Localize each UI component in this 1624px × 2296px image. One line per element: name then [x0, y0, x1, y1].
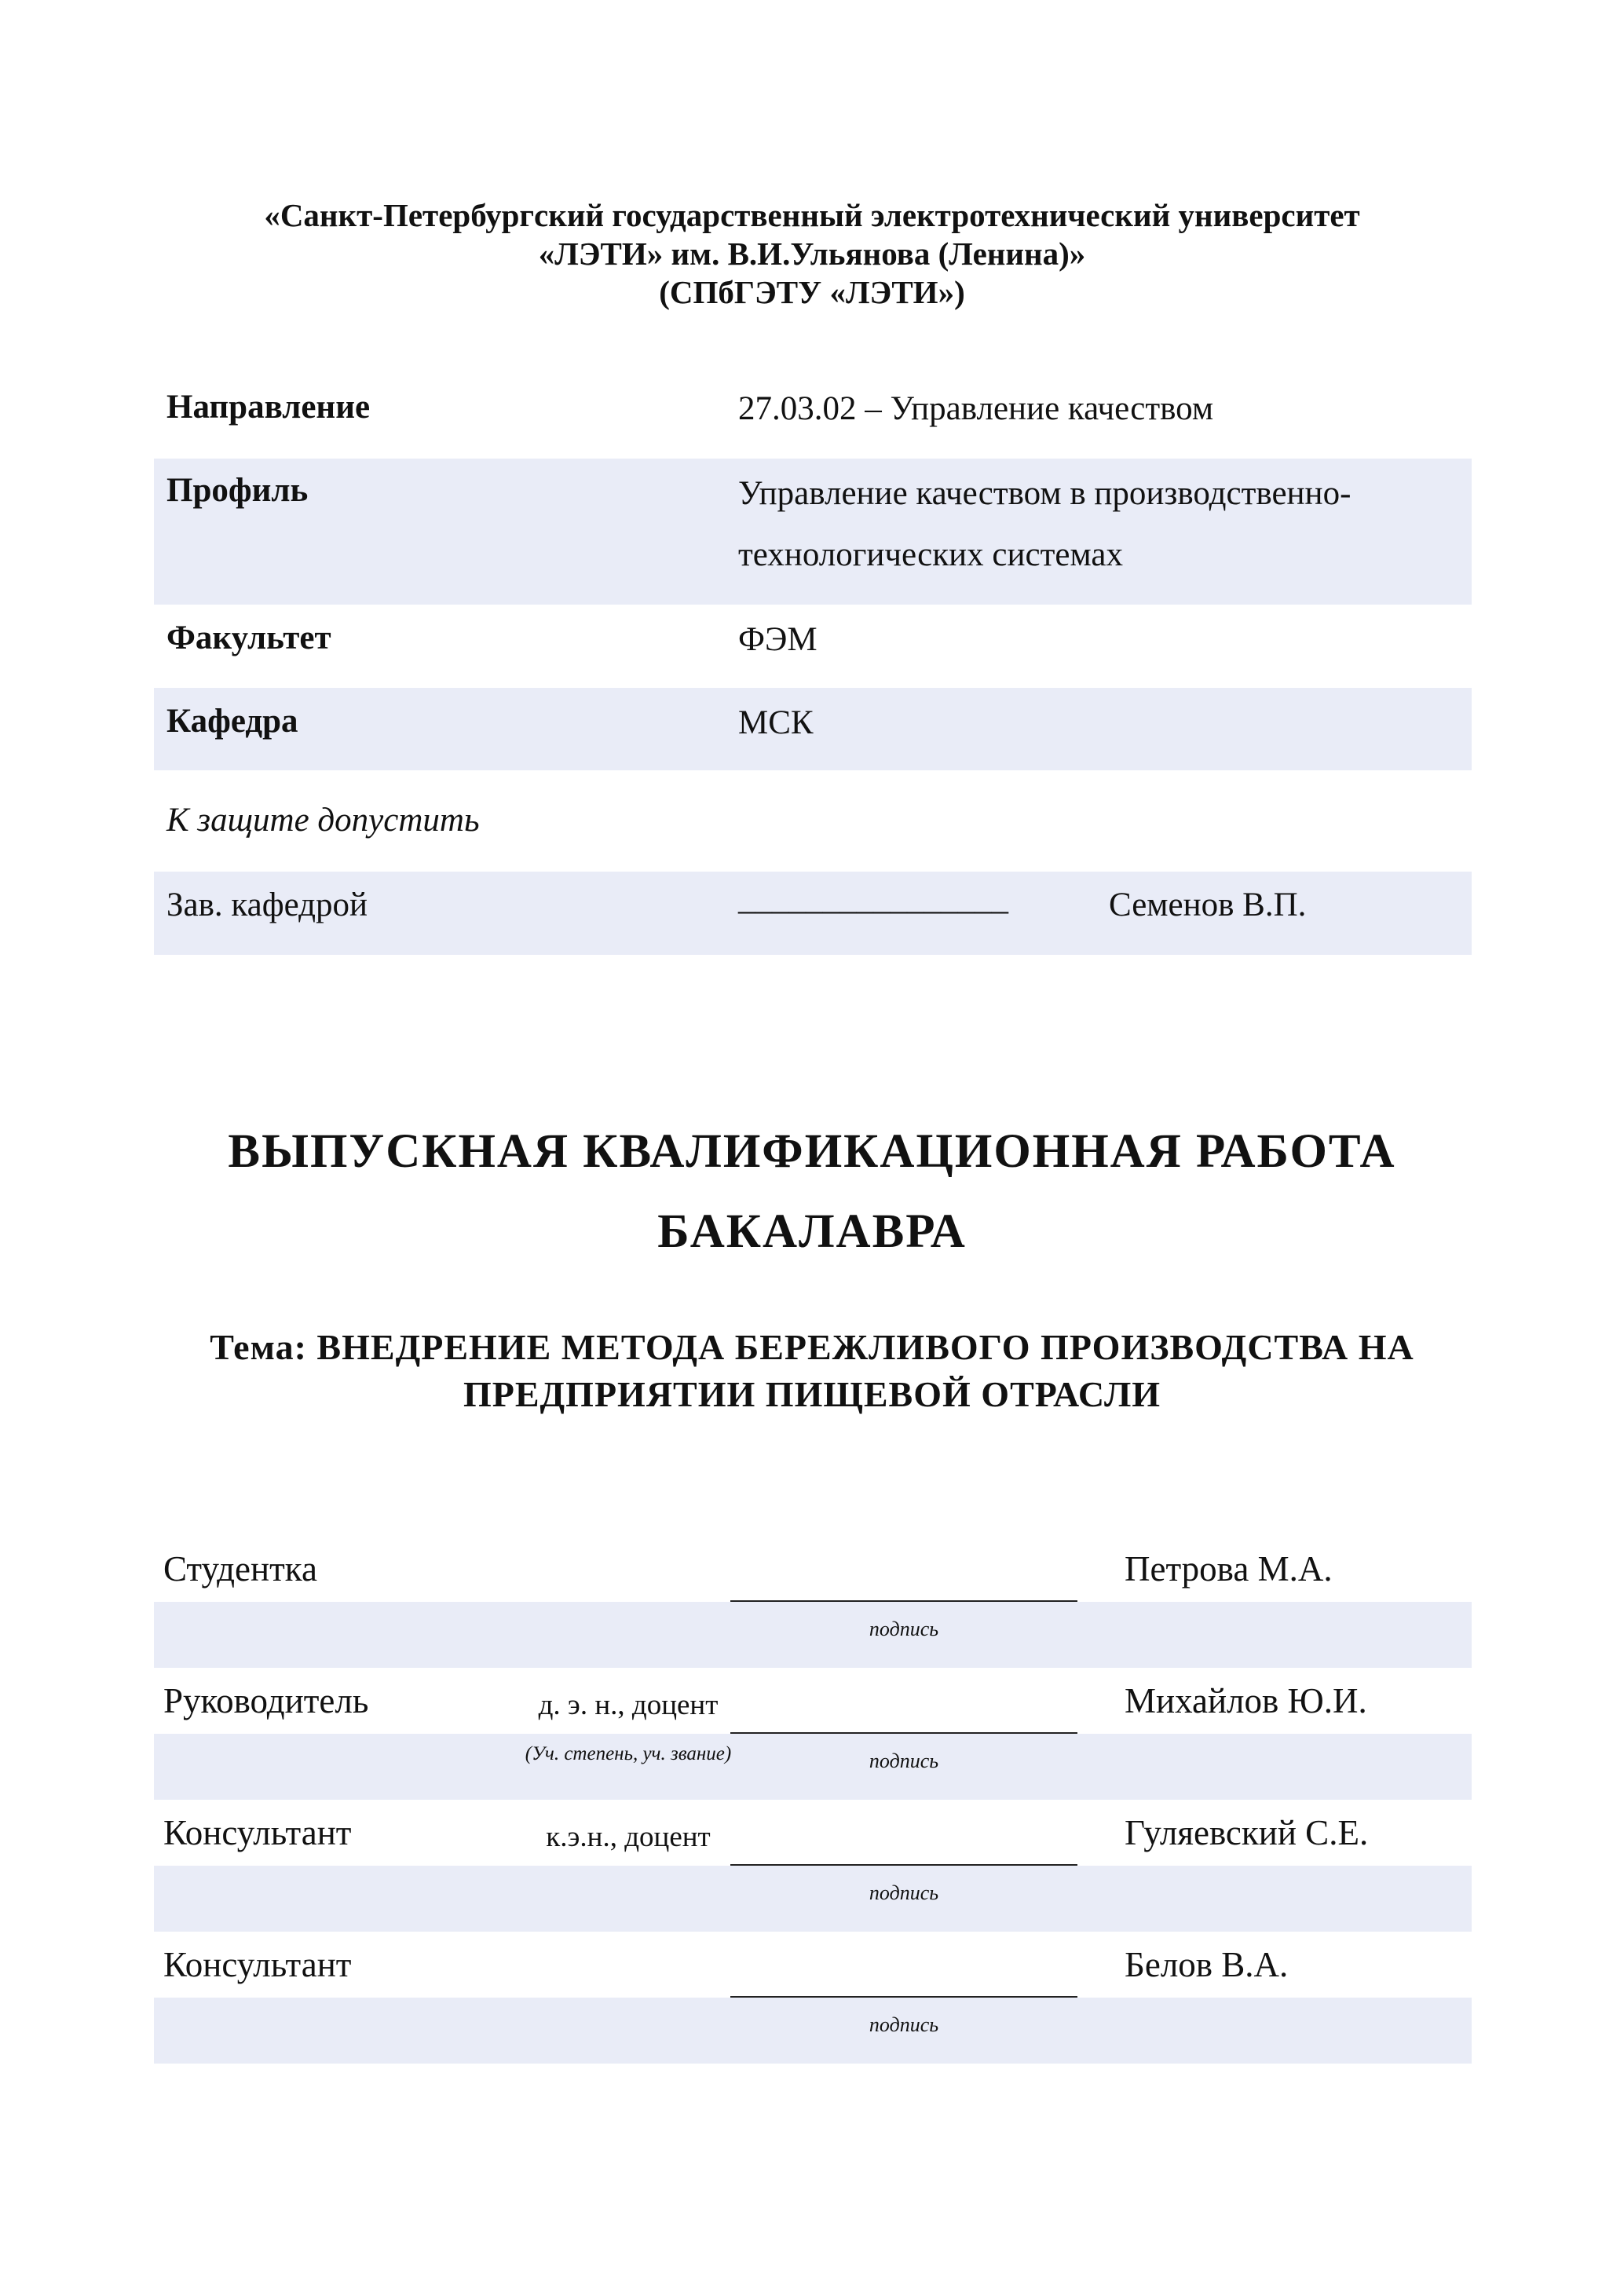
department-value: МСК	[738, 704, 814, 741]
header-line-1: «Санкт-Петербургский государственный электротехнический университет	[264, 197, 1360, 233]
student-signature-caption: подпись	[869, 1618, 939, 1640]
consultant1-signature-line	[730, 1864, 1077, 1866]
consultant1-degree: к.э.н., доцент	[546, 1821, 711, 1853]
student-signature-line	[730, 1600, 1077, 1602]
faculty-label: Факультет	[166, 620, 331, 656]
header-line-3: (СПбГЭТУ «ЛЭТИ»)	[659, 274, 965, 310]
theme-line-2: ПРЕДПРИЯТИИ ПИЩЕВОЙ ОТРАСЛИ	[463, 1374, 1161, 1414]
supervisor-signature-caption: подпись	[869, 1749, 939, 1772]
supervisor-name: Михайлов Ю.И.	[1125, 1681, 1367, 1720]
consultant2-signature-line	[730, 1996, 1077, 1998]
work-title-line-2: БАКАЛАВРА	[657, 1205, 967, 1258]
work-title-line-1: ВЫПУСКНАЯ КВАЛИФИКАЦИОННАЯ РАБОТА	[228, 1125, 1396, 1178]
direction-value: 27.03.02 – Управление качеством	[738, 390, 1214, 427]
consultant2-role: Консультант	[163, 1945, 352, 1984]
head-label: Зав. кафедрой	[166, 887, 368, 923]
university-header	[0, 196, 1624, 312]
head-signature-line: ________________	[738, 880, 1008, 917]
consultant1-signature-caption: подпись	[869, 1881, 939, 1904]
department-label: Кафедра	[166, 703, 298, 740]
consultant2-signature-caption: подпись	[869, 2013, 939, 2036]
header-line-2: «ЛЭТИ» им. В.И.Ульянова (Ленина)»	[538, 236, 1086, 272]
consultant1-name: Гуляевский С.Е.	[1125, 1813, 1369, 1852]
supervisor-role: Руководитель	[163, 1681, 369, 1720]
student-name: Петрова М.А.	[1125, 1549, 1333, 1589]
consultant1-role: Консультант	[163, 1813, 352, 1852]
profile-value-line-1: Управление качеством в производственно-	[738, 475, 1352, 512]
admit-label: К защите допустить	[166, 802, 480, 839]
theme-line-1: Тема: ВНЕДРЕНИЕ МЕТОДА БЕРЕЖЛИВОГО ПРОИЗВОДСТВА НА	[210, 1327, 1414, 1367]
head-name: Семенов В.П.	[1109, 887, 1307, 923]
profile-value-line-2: технологических системах	[738, 536, 1123, 573]
student-role: Студентка	[163, 1549, 317, 1589]
faculty-value: ФЭМ	[738, 621, 817, 658]
supervisor-degree: д. э. н., доцент	[538, 1689, 719, 1721]
direction-label: Направление	[166, 389, 371, 426]
supervisor-signature-line	[730, 1732, 1077, 1734]
profile-label: Профиль	[166, 472, 309, 509]
theme	[0, 1324, 1624, 1418]
supervisor-degree-hint: (Уч. степень, уч. звание)	[525, 1743, 732, 1764]
consultant2-name: Белов В.А.	[1125, 1945, 1289, 1984]
